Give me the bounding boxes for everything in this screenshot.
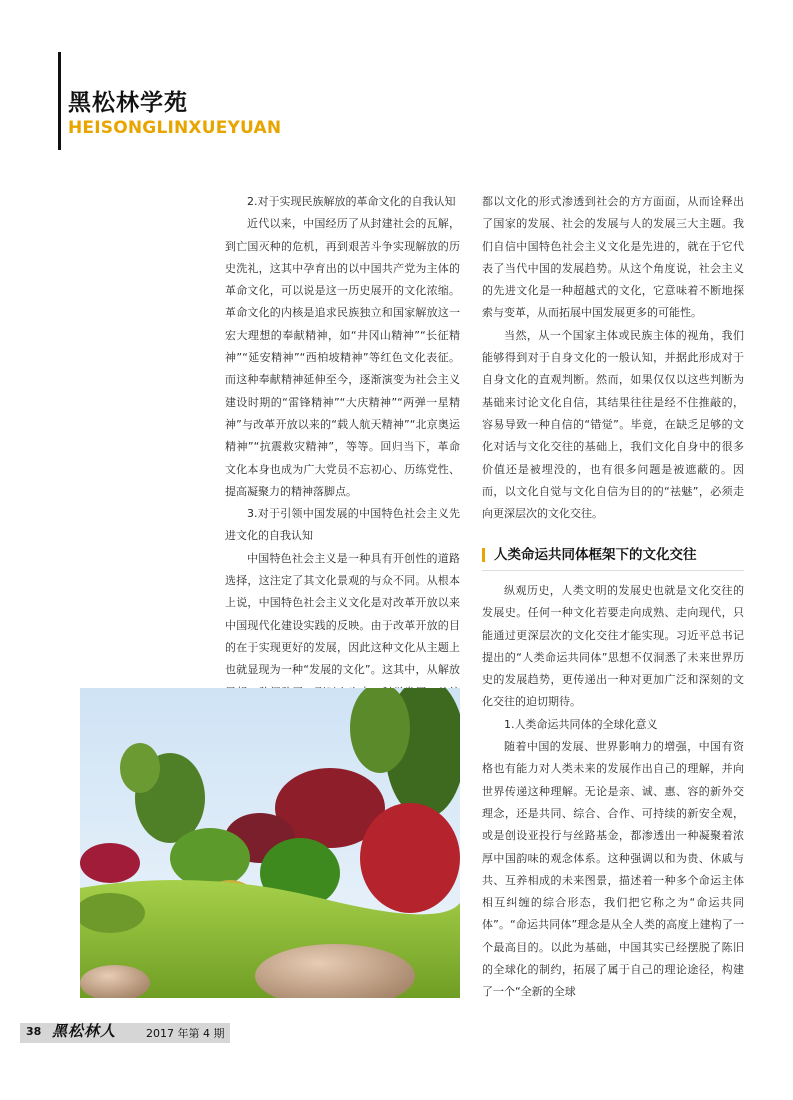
magazine-logo: 黑松林人 [52,1022,117,1040]
column-title-pinyin: HEISONGLINXUEYUAN [68,118,282,138]
paragraph: 近代以来，中国经历了从封建社会的瓦解，到亡国灭种的危机，再到艰苦斗争实现解放的历史洗礼，这其中孕育出的以中国共产党为主体的革命文化，可以说是这一历史展开的文化浓缩。革命文化的内核是追求民族独立和国家解放这一宏大理想的奉献精神，如“井冈山精神”“长征精神”“延安精神”“西柏坡精神”等红色文化表征。而这种奉献精神延伸至今，逐渐演变为社会主义建设时期的“雷锋精神”“大庆精神”“两弹一星精神”与改革开放以来的“载人航天精神”“北京奥运精神”“抗震救灾精神”，等等。回归当下，革命文化本身也成为广大党员不忘初心、历练党性、提高凝聚力的精神落脚点。 [225,217,460,498]
section-heading [482,540,744,571]
page-number: 38 [26,1025,42,1038]
paragraph: 3.对于引领中国发展的中国特色社会主义先进文化的自我认知 [225,507,460,543]
issue-label: 2017 年第 4 期 [146,1027,225,1040]
paragraph: 纵观历史，人类文明的发展史也就是文化交往的发展史。任何一种文化若要走向成熟、走向现代，只能通过更深层次的文化交往才能实现。习近平总书记提出的“人类命运共同体”思想不仅洞悉了未来世界历史的发展趋势，更传递出一种对更加广泛和深刻的文化交往的迫切期待。 [482,584,744,709]
paragraph: 中国特色社会主义是一种具有开创性的道路选择，这注定了其文化景观的与众不同。从根本上说，中国特色社会主义文化是对改革开放以来中国现代化建设实践的反映。由于改革开放的目的在于实现更好的发展，因此这种文化从主题上也就显现为一种“发展的文化”。这其中，从解放 [225,551,460,677]
column-title: 黑松林学苑 [68,90,188,116]
paragraph: 随着中国的发展、世界影响力的增强，中国有资格也有能力对人类未来的发展作出自己的理解，并向世界传递这种理解。无论是亲、诚、惠、容的新外交理念，还是共同、综合、合作、可持续的新安全观，或是创设亚投行与丝路基金，都渗透出一种凝聚着浓厚中国韵味的观念体系。这种强调以和为贵、休戚与共、互养相成的未来图景，描述着一种多个命运主体相互纠缠的综合形态，我们把它称之为“命运共同体”。“命运共同体”理念是从全人类的高度上建构了一个最高目的。以此为基础，中国其实已经摆脱了陈旧的全球化的制约，拓展了属于自己的理论途径，构建了一个“全新的全球 [482,740,744,999]
left-text-column [225,191,460,748]
section-heading-text: 人类命运共同体框架下的文化交往 [494,547,697,563]
paragraph: 2.对于实现民族解放的革命文化的自我认知 [247,195,456,208]
heading-accent-mark [482,548,485,562]
garden-photo [80,688,460,998]
right-text-column [482,191,744,525]
paragraph: 都以文化的形式渗透到社会的方方面面，从而诠释出了国家的发展、社会的发展与人的发展三大主题。我们自信中国特色社会主义文化是先进的，就在于它代表了当代中国的发展趋势。从这个角度说，社会主义的先进文化是一种超越式的文化，它意味着不断地探索与变革，从而拓展中国发展更多的可能性。 [482,195,744,320]
paragraph: 1.人类命运共同体的全球化意义 [504,717,658,731]
section-text-column [482,580,744,1004]
paragraph: 当然，从一个国家主体或民族主体的视角，我们能够得到对于自身文化的一般认知，并据此形成对于自身文化的直观判断。然而，如果仅仅以这些判断为基础来讨论文化自信，其结果往往是经不住推敲的，容易导致一种自信的“错觉”。毕竟，在缺乏足够的文化对话与文化交往的基础上，我们文化自身中的很多价值还是被埋没的，也有很多问题是被遮蔽的。因而，以文化自觉与文化自信为目的的“祛魅”，必须走向更深层次的文化交往。 [482,328,744,521]
header-vertical-rule [58,52,61,150]
